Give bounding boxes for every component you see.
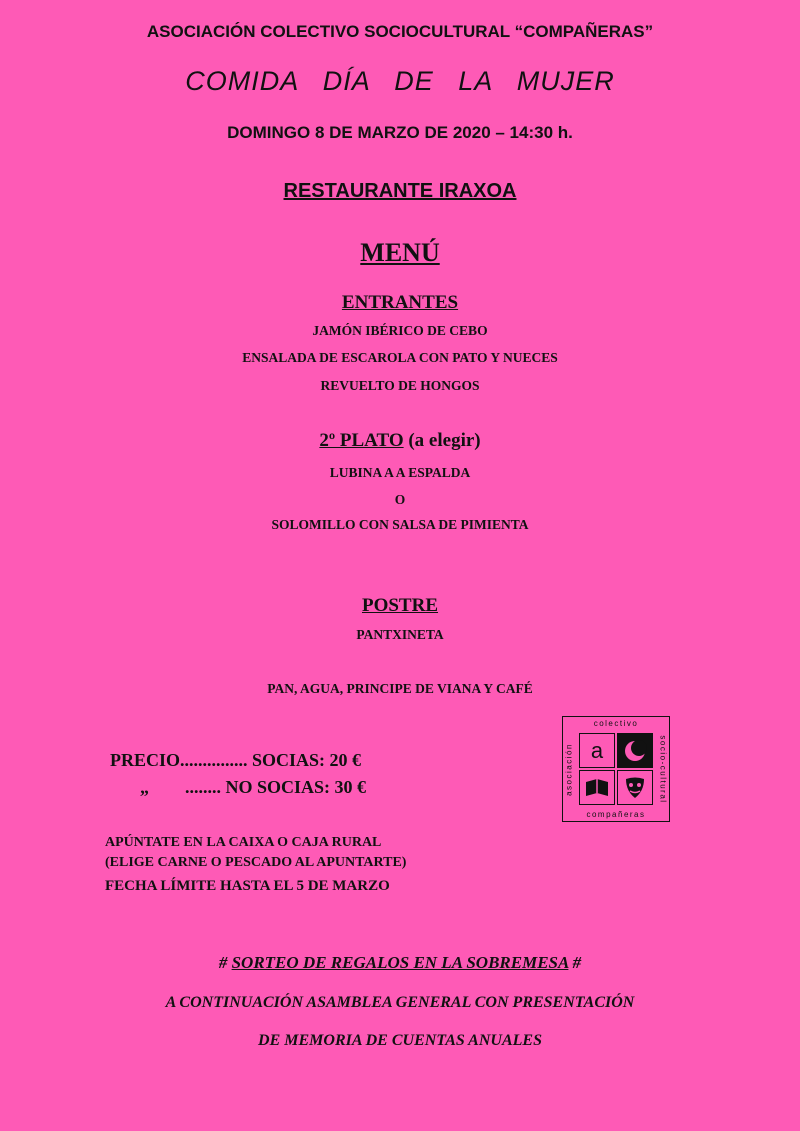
- organization-name: ASOCIACIÓN COLECTIVO SOCIOCULTURAL “COMPAÑERAS”: [146, 22, 654, 41]
- segundo-plato-heading-text: 2º PLATO: [319, 430, 404, 451]
- entrantes-heading: [0, 292, 800, 314]
- restaurant-label: RESTAURANTE IRAXOA: [283, 180, 517, 202]
- moon-icon: [617, 733, 653, 768]
- logo-text-right: socio-cultural: [658, 735, 668, 804]
- menu-item: LUBINA A A ESPALDA: [329, 465, 471, 480]
- menu-item: REVUELTO DE HONGOS: [320, 378, 480, 393]
- raffle-suffix: #: [568, 953, 582, 972]
- logo-letter-a: a: [579, 733, 615, 768]
- price-no-socias: [140, 777, 366, 798]
- event-title: COMIDA DÍA DE LA MUJER: [185, 66, 615, 96]
- price-no-socias-text: ........ NO SOCIAS: 30 €: [185, 777, 367, 797]
- restaurant-name: [0, 180, 800, 203]
- ditto-mark: „: [140, 777, 149, 797]
- menu-title-text: MENÚ: [360, 238, 440, 267]
- instruction-line: APÚNTATE EN LA CAIXA O CAJA RURAL: [105, 835, 382, 850]
- segundo-plato-heading: [0, 430, 800, 452]
- instruction-deadline: FECHA LÍMITE HASTA EL 5 DE MARZO: [105, 878, 390, 894]
- instruction-line: (ELIGE CARNE O PESCADO AL APUNTARTE): [105, 855, 407, 870]
- menu-extras: PAN, AGUA, PRINCIPE DE VIANA Y CAFÉ: [267, 681, 533, 696]
- menu-item: PANTXINETA: [356, 627, 444, 642]
- segundo-plato-note: (a elegir): [403, 430, 481, 451]
- logo-grid: [579, 733, 653, 805]
- event-date: DOMINGO 8 DE MARZO DE 2020 – 14:30 h.: [227, 123, 573, 142]
- logo-text-top: colectivo: [593, 719, 639, 728]
- price-socias: PRECIO............... SOCIAS: 20 €: [110, 750, 362, 770]
- assembly-line-2: DE MEMORIA DE CUENTAS ANUALES: [258, 1032, 542, 1049]
- raffle-prefix: #: [218, 953, 232, 972]
- menu-item-or: O: [394, 492, 406, 507]
- menu-item: SOLOMILLO CON SALSA DE PIMIENTA: [271, 517, 529, 532]
- raffle-line: [0, 953, 800, 973]
- postre-heading-text: POSTRE: [361, 595, 439, 616]
- book-icon: [579, 770, 615, 805]
- menu-item: JAMÓN IBÉRICO DE CEBO: [312, 323, 488, 338]
- assembly-line-1: A CONTINUACIÓN ASAMBLEA GENERAL CON PRESENTACIÓN: [165, 994, 635, 1011]
- association-logo: [562, 716, 670, 822]
- menu-title: [0, 238, 800, 268]
- entrantes-heading-text: ENTRANTES: [341, 292, 459, 313]
- logo-text-left: asociación: [564, 743, 574, 796]
- logo-text-bottom: compañeras: [586, 810, 646, 819]
- raffle-text: SORTEO DE REGALOS EN LA SOBREMESA: [231, 953, 569, 972]
- theater-mask-icon: [617, 770, 653, 805]
- postre-heading: [0, 595, 800, 617]
- menu-item: ENSALADA DE ESCAROLA CON PATO Y NUECES: [242, 350, 558, 365]
